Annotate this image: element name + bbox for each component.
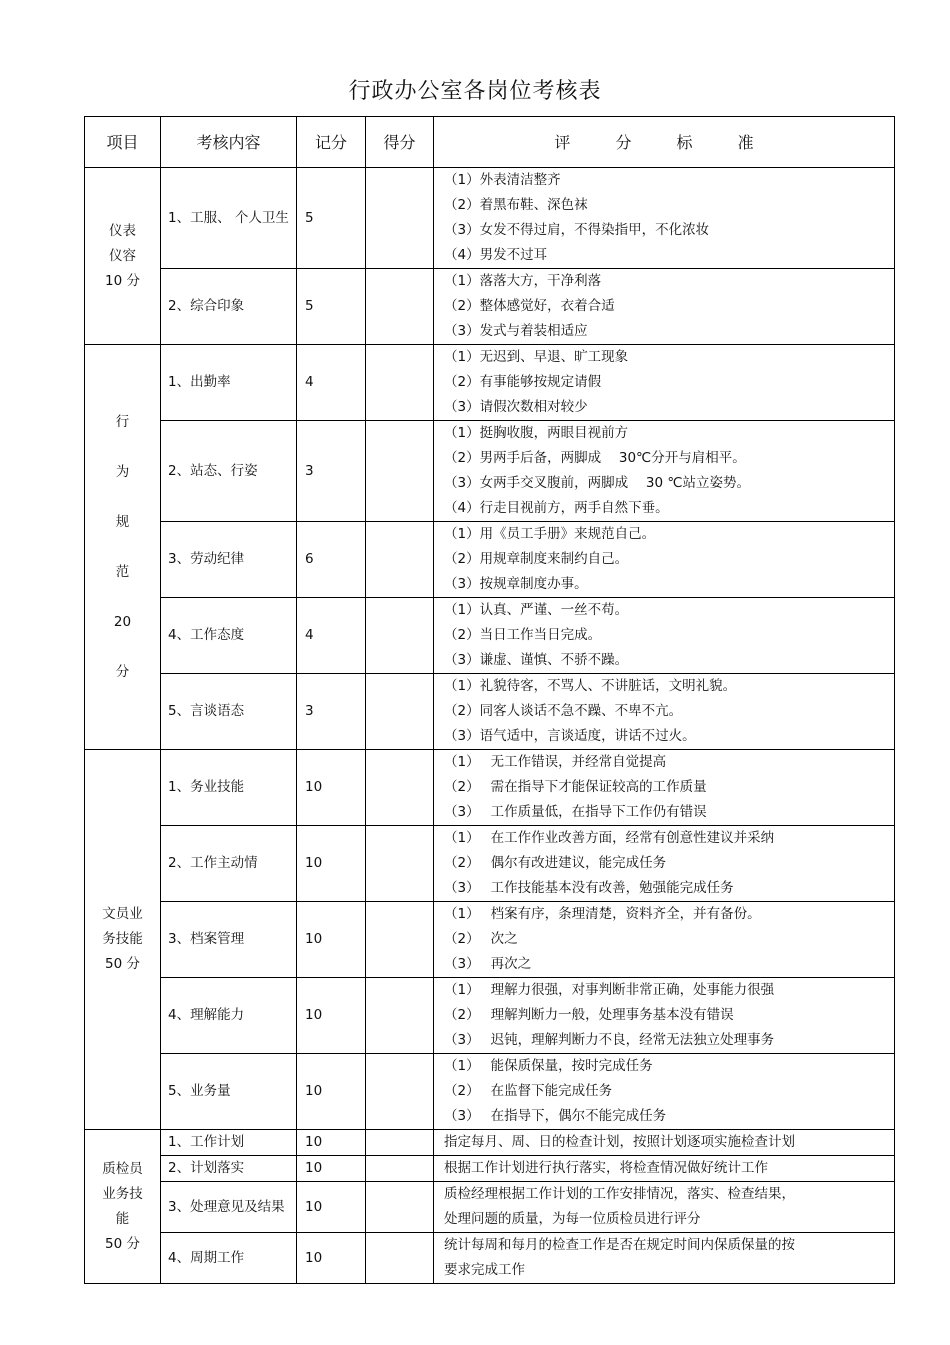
- criteria-line: （3）女发不得过肩，不得染指甲，不化浓妆: [444, 222, 710, 238]
- criteria-line: （2）整体感觉好，衣着合适: [444, 298, 615, 314]
- category-line: 能: [115, 1210, 130, 1227]
- item-name: 1、工服、 个人卫生: [161, 168, 297, 269]
- category-line: 规: [115, 514, 130, 530]
- criteria-cell: [434, 598, 895, 674]
- criteria-line: （1） 理解力很强，对事判断非常正确，处事能力很强: [444, 982, 775, 998]
- criteria-line: 质检经理根据工作计划的工作安排情况，落实、检查结果，: [444, 1186, 795, 1202]
- category-line: 仪容: [109, 247, 136, 264]
- item-points: 5: [297, 269, 366, 345]
- header-score: 得分: [366, 117, 434, 168]
- category-line: 业务技: [102, 1185, 143, 1202]
- table-row: [85, 978, 895, 1054]
- criteria-cell: [434, 750, 895, 826]
- item-name: 1、工作计划: [161, 1130, 297, 1156]
- criteria-line: （1） 能保质保量，按时完成任务: [444, 1058, 653, 1074]
- criteria-cell: [434, 674, 895, 750]
- criteria-line: （3） 再次之: [444, 956, 532, 972]
- criteria-line: （1） 档案有序，条理清楚，资料齐全，并有备份。: [444, 906, 761, 922]
- item-name: 3、劳动纪律: [161, 522, 297, 598]
- item-points: 3: [297, 674, 366, 750]
- criteria-line: （3） 在指导下，偶尔不能完成任务: [444, 1108, 667, 1124]
- criteria-line: （3）按规章制度办事。: [444, 576, 588, 592]
- table-row: [85, 1182, 895, 1233]
- score-input-cell[interactable]: [366, 750, 434, 826]
- item-points: 10: [297, 902, 366, 978]
- criteria-line: （1）落落大方，干净利落: [444, 273, 602, 289]
- score-input-cell[interactable]: [366, 168, 434, 269]
- criteria-cell: [434, 1054, 895, 1130]
- score-input-cell[interactable]: [366, 1156, 434, 1182]
- table-row: [85, 1130, 895, 1156]
- category-line: 20: [113, 614, 132, 630]
- criteria-line: （2）同客人谈话不急不躁、不卑不亢。: [444, 703, 683, 719]
- criteria-cell: [434, 421, 895, 522]
- criteria-line: 根据工作计划进行执行落实，将检查情况做好统计工作: [444, 1160, 768, 1176]
- criteria-line: （1）无迟到、早退、旷工现象: [444, 349, 629, 365]
- category-line: 50 分: [105, 956, 140, 972]
- item-name: 5、业务量: [161, 1054, 297, 1130]
- page-title: 行政办公室各岗位考核表: [348, 79, 602, 104]
- item-points: 10: [297, 750, 366, 826]
- criteria-cell: [434, 168, 895, 269]
- item-points: 4: [297, 598, 366, 674]
- criteria-line: 指定每月、周、日的检查计划，按照计划逐项实施检查计划: [444, 1134, 795, 1150]
- category-line: 务技能: [102, 931, 143, 947]
- criteria-cell: [434, 1130, 895, 1156]
- category-line: 范: [115, 564, 130, 580]
- table-row: [85, 826, 895, 902]
- criteria-line: （3）发式与着装相适应: [444, 323, 588, 339]
- criteria-line: （3）谦虚、谨慎、不骄不躁。: [444, 652, 629, 668]
- header-project: 项目: [85, 117, 161, 168]
- item-name: 1、务业技能: [161, 750, 297, 826]
- criteria-cell: [434, 826, 895, 902]
- item-name: 4、工作态度: [161, 598, 297, 674]
- item-name: 3、处理意见及结果: [161, 1182, 297, 1233]
- table-row: [85, 522, 895, 598]
- score-input-cell[interactable]: [366, 978, 434, 1054]
- table-row: [85, 1156, 895, 1182]
- criteria-line: （4）男发不过耳: [444, 247, 548, 263]
- criteria-line: （4）行走目视前方，两手自然下垂。: [444, 500, 669, 516]
- criteria-line: （1）用《员工手册》来规范自己。: [444, 526, 656, 542]
- score-input-cell[interactable]: [366, 421, 434, 522]
- criteria-cell: [434, 1156, 895, 1182]
- criteria-line: （1） 无工作错误，并经常自觉提高: [444, 754, 667, 770]
- table-row: [85, 598, 895, 674]
- criteria-line: （3）语气适中，言谈适度，讲话不过火。: [444, 728, 696, 744]
- criteria-line: （2）有事能够按规定请假: [444, 374, 602, 390]
- table-row: [85, 421, 895, 522]
- criteria-line: （2）男两手后备，两脚成 30℃分开与肩相平。: [444, 450, 746, 466]
- category-cell: [85, 345, 161, 750]
- criteria-line: （1） 在工作作业改善方面，经常有创意性建议并采纳: [444, 830, 775, 846]
- table-row: [85, 750, 895, 826]
- item-name: 5、言谈语态: [161, 674, 297, 750]
- criteria-line: （1）挺胸收腹，两眼目视前方: [444, 425, 629, 441]
- item-points: 10: [297, 1054, 366, 1130]
- criteria-cell: [434, 269, 895, 345]
- score-input-cell[interactable]: [366, 1182, 434, 1233]
- criteria-line: （3）女两手交叉腹前，两脚成 30 ℃站立姿势。: [444, 475, 751, 491]
- item-points: 10: [297, 1233, 366, 1284]
- item-name: 2、计划落实: [161, 1156, 297, 1182]
- table-body: [85, 168, 895, 1284]
- table-row: [85, 1054, 895, 1130]
- score-input-cell[interactable]: [366, 345, 434, 421]
- item-name: 4、理解能力: [161, 978, 297, 1054]
- category-line: 分: [115, 664, 130, 680]
- criteria-line: （3） 工作质量低，在指导下工作仍有错误: [444, 804, 707, 820]
- criteria-line: 处理问题的质量，为每一位质检员进行评分: [444, 1211, 701, 1227]
- criteria-cell: [434, 1233, 895, 1284]
- item-name: 4、周期工作: [161, 1233, 297, 1284]
- category-cell: [85, 750, 161, 1130]
- criteria-line: （2）当日工作当日完成。: [444, 627, 602, 643]
- table-row: [85, 1233, 895, 1284]
- header-points: 记分: [297, 117, 366, 168]
- header-content: 考核内容: [161, 117, 297, 168]
- criteria-cell: [434, 1182, 895, 1233]
- header-row: [85, 117, 895, 168]
- item-points: 10: [297, 1156, 366, 1182]
- score-input-cell[interactable]: [366, 1054, 434, 1130]
- score-input-cell[interactable]: [366, 902, 434, 978]
- item-name: 2、综合印象: [161, 269, 297, 345]
- category-cell: [85, 168, 161, 345]
- item-points: 5: [297, 168, 366, 269]
- score-input-cell[interactable]: [366, 269, 434, 345]
- criteria-line: （2） 次之: [444, 931, 518, 947]
- criteria-line: （1）礼貌待客，不骂人、不讲脏话，文明礼貌。: [444, 678, 737, 694]
- criteria-line: （2） 需在指导下才能保证较高的工作质量: [444, 779, 707, 795]
- item-points: 10: [297, 826, 366, 902]
- criteria-line: 要求完成工作: [444, 1262, 525, 1278]
- category-cell: [85, 1130, 161, 1284]
- score-input-cell[interactable]: [366, 1233, 434, 1284]
- criteria-cell: [434, 978, 895, 1054]
- category-line: 文员业: [102, 906, 143, 922]
- table-row: [85, 345, 895, 421]
- item-points: 3: [297, 421, 366, 522]
- table-row: [85, 674, 895, 750]
- criteria-cell: [434, 902, 895, 978]
- criteria-line: （2） 理解判断力一般，处理事务基本没有错误: [444, 1007, 734, 1023]
- category-line: 仪表: [109, 222, 136, 239]
- category-line: 50 分: [105, 1235, 140, 1252]
- category-line: 为: [115, 464, 130, 480]
- item-points: 10: [297, 1130, 366, 1156]
- item-name: 3、档案管理: [161, 902, 297, 978]
- item-name: 2、工作主动情: [161, 826, 297, 902]
- criteria-line: 统计每周和每月的检查工作是否在规定时间内保质保量的按: [444, 1237, 795, 1253]
- assessment-table: [84, 116, 895, 1284]
- criteria-line: （2） 偶尔有改进建议，能完成任务: [444, 855, 667, 871]
- score-input-cell[interactable]: [366, 826, 434, 902]
- criteria-line: （2）用规章制度来制约自己。: [444, 551, 629, 567]
- criteria-line: （2） 在监督下能完成任务: [444, 1083, 613, 1099]
- category-line: 质检员: [102, 1160, 143, 1177]
- criteria-cell: [434, 345, 895, 421]
- criteria-line: （3）请假次数相对较少: [444, 399, 588, 415]
- score-input-cell[interactable]: [366, 598, 434, 674]
- header-criteria: 评 分 标 准: [434, 117, 895, 168]
- item-points: 10: [297, 1182, 366, 1233]
- table-row: [85, 168, 895, 269]
- criteria-cell: [434, 522, 895, 598]
- criteria-line: （2）着黑布鞋、深色袜: [444, 197, 588, 213]
- table-row: [85, 902, 895, 978]
- category-line: 10 分: [105, 272, 140, 289]
- item-name: 2、站态、行姿: [161, 421, 297, 522]
- criteria-line: （1）外表清洁整齐: [444, 172, 561, 188]
- item-points: 4: [297, 345, 366, 421]
- item-name: 1、出勤率: [161, 345, 297, 421]
- item-points: 6: [297, 522, 366, 598]
- score-input-cell[interactable]: [366, 522, 434, 598]
- criteria-line: （3） 迟钝，理解判断力不良，经常无法独立处理事务: [444, 1032, 775, 1048]
- criteria-line: （3） 工作技能基本没有改善，勉强能完成任务: [444, 880, 734, 896]
- score-input-cell[interactable]: [366, 1130, 434, 1156]
- item-points: 10: [297, 978, 366, 1054]
- category-line: 行: [115, 414, 130, 430]
- score-input-cell[interactable]: [366, 674, 434, 750]
- criteria-line: （1）认真、严谨、一丝不苟。: [444, 602, 629, 618]
- table-row: [85, 269, 895, 345]
